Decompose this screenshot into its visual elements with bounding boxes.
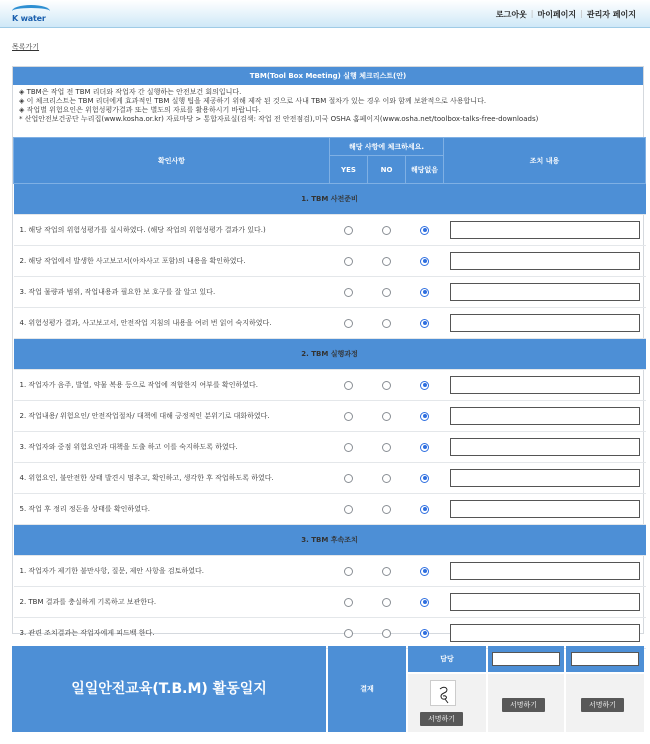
radio-yes[interactable] — [344, 567, 353, 576]
admin-page-link[interactable]: 관리자 페이지 — [586, 10, 636, 19]
checklist-row — [14, 432, 646, 463]
answer-cell-yes — [330, 308, 368, 339]
radio-yes[interactable] — [344, 288, 353, 297]
radio-yes[interactable] — [344, 505, 353, 514]
radio-na[interactable] — [420, 598, 429, 607]
answer-cell-na — [406, 494, 444, 525]
approver2-sign-button[interactable]: 서명하기 — [581, 698, 624, 712]
back-to-list-link[interactable]: 목록가기 — [12, 43, 40, 51]
checklist-row — [14, 494, 646, 525]
answer-cell-no — [368, 463, 406, 494]
section-title: 1. TBM 사전준비 — [14, 184, 646, 215]
checklist-table — [13, 137, 646, 649]
radio-na[interactable] — [420, 505, 429, 514]
answer-cell-no — [368, 308, 406, 339]
approval-label: 결재 — [328, 646, 406, 732]
radio-no[interactable] — [382, 412, 391, 421]
action-cell — [444, 401, 646, 432]
action-cell — [444, 556, 646, 587]
answer-cell-no — [368, 556, 406, 587]
action-input[interactable] — [450, 624, 640, 642]
answer-cell-no — [368, 401, 406, 432]
radio-no[interactable] — [382, 288, 391, 297]
answer-cell-yes — [330, 556, 368, 587]
answer-cell-yes — [330, 401, 368, 432]
action-input[interactable] — [450, 593, 640, 611]
checklist-row — [14, 463, 646, 494]
checklist-title: TBM(Tool Box Meeting) 실행 체크리스트(안) — [13, 67, 643, 85]
checklist-question: 2. TBM 결과를 충실하게 기록하고 보관한다. — [14, 587, 330, 618]
answer-cell-yes — [330, 370, 368, 401]
checklist-row — [14, 246, 646, 277]
action-input[interactable] — [450, 376, 640, 394]
radio-yes[interactable] — [344, 226, 353, 235]
answer-cell-no — [368, 370, 406, 401]
action-input[interactable] — [450, 283, 640, 301]
answer-cell-na — [406, 463, 444, 494]
section-header-row — [14, 339, 646, 370]
checklist-row — [14, 277, 646, 308]
answer-cell-no — [368, 277, 406, 308]
answer-cell-yes — [330, 277, 368, 308]
owner-signature-cell — [408, 674, 486, 732]
radio-no[interactable] — [382, 226, 391, 235]
approver1-name-input[interactable] — [492, 652, 560, 666]
checklist-question: 3. 작업자와 중점 위험요인과 대책을 도출 하고 이를 숙지하도록 하였다. — [14, 432, 330, 463]
action-input[interactable] — [450, 562, 640, 580]
action-input[interactable] — [450, 500, 640, 518]
section-header-row — [14, 525, 646, 556]
answer-cell-no — [368, 215, 406, 246]
col-header-na: 해당없음 — [406, 156, 444, 184]
action-cell — [444, 246, 646, 277]
answer-cell-yes — [330, 463, 368, 494]
radio-no[interactable] — [382, 598, 391, 607]
checklist-question: 2. 해당 작업에서 발생한 사고보고서(아차사고 포함)의 내용을 확인하였다. — [14, 246, 330, 277]
checklist-row — [14, 618, 646, 649]
answer-cell-no — [368, 587, 406, 618]
action-cell — [444, 432, 646, 463]
checklist-question: 4. 위험성평가 결과, 사고보고서, 안전작업 지침의 내용을 여러 번 읽어 숙지하였다. — [14, 308, 330, 339]
radio-yes[interactable] — [344, 443, 353, 452]
note-line: ◈ 작업별 위험요인은 위험성평가결과 또는 별도의 자료를 활용하시기 바랍니다. — [19, 106, 261, 114]
answer-cell-na — [406, 556, 444, 587]
answer-cell-na — [406, 370, 444, 401]
section-header-row — [14, 184, 646, 215]
approver2-name-cell — [566, 646, 644, 672]
radio-no[interactable] — [382, 257, 391, 266]
answer-cell-yes — [330, 587, 368, 618]
menu-separator: | — [530, 9, 534, 18]
radio-na[interactable] — [420, 412, 429, 421]
action-cell — [444, 370, 646, 401]
approver1-signature-cell — [488, 674, 564, 732]
radio-no[interactable] — [382, 443, 391, 452]
radio-na[interactable] — [420, 629, 429, 638]
approver2-name-input[interactable] — [571, 652, 639, 666]
action-input[interactable] — [450, 438, 640, 456]
radio-no[interactable] — [382, 381, 391, 390]
action-cell — [444, 277, 646, 308]
mypage-link[interactable]: 마이페이지 — [537, 10, 577, 19]
answer-cell-no — [368, 246, 406, 277]
radio-yes[interactable] — [344, 257, 353, 266]
checklist-row — [14, 308, 646, 339]
top-bar — [0, 0, 650, 28]
checklist-question: 1. 해당 작업의 위험성평가를 실시하였다. (해당 작업의 위험성평가 결과가 있다.) — [14, 215, 330, 246]
checklist-question: 2. 작업내용/ 위험요인/ 안전작업절차/ 대책에 대해 긍정적인 분위기로 대화하였다. — [14, 401, 330, 432]
checklist-question: 4. 위험요인, 불안전한 상태 발견시 멈추고, 확인하고, 생각한 후 작업하도록 하였다. — [14, 463, 330, 494]
radio-no[interactable] — [382, 567, 391, 576]
approver1-name-cell — [488, 646, 564, 672]
checklist-question: 3. 작업 물량과 범위, 작업내용과 필요한 보 호구를 잘 알고 있다. — [14, 277, 330, 308]
col-header-yes: YES — [330, 156, 368, 184]
note-line: * 산업안전보건공단 누리집(www.kosha.or.kr) 자료마당 > 통합자료실(검색: 작업 전 안전점검),미국 OSHA 홈페이지(www.osha.net/toolbox-talks-free-downloads) — [19, 115, 539, 123]
checklist-question: 3. 관련 조치결과는 작업자에게 피드백 한다. — [14, 618, 330, 649]
section-title: 2. TBM 실행과정 — [14, 339, 646, 370]
action-cell — [444, 618, 646, 649]
approver1-sign-button[interactable]: 서명하기 — [502, 698, 545, 712]
action-cell — [444, 494, 646, 525]
radio-yes[interactable] — [344, 598, 353, 607]
checklist-row — [14, 587, 646, 618]
answer-cell-no — [368, 618, 406, 649]
answer-cell-yes — [330, 494, 368, 525]
answer-cell-na — [406, 246, 444, 277]
radio-yes[interactable] — [344, 629, 353, 638]
action-cell — [444, 587, 646, 618]
section-title: 3. TBM 후속조치 — [14, 525, 646, 556]
radio-na[interactable] — [420, 288, 429, 297]
answer-cell-na — [406, 308, 444, 339]
checklist-row — [14, 370, 646, 401]
kwater-logo[interactable] — [10, 4, 50, 24]
answer-cell-na — [406, 401, 444, 432]
radio-na[interactable] — [420, 226, 429, 235]
checklist-row — [14, 401, 646, 432]
answer-cell-na — [406, 215, 444, 246]
activity-log-footer — [12, 646, 644, 732]
answer-cell-yes — [330, 432, 368, 463]
approver2-signature-cell — [566, 674, 644, 732]
action-input[interactable] — [450, 314, 640, 332]
action-input[interactable] — [450, 407, 640, 425]
radio-no[interactable] — [382, 629, 391, 638]
action-input[interactable] — [450, 469, 640, 487]
note-line: ◈ 이 체크리스트는 TBM 리더에게 효과적인 TBM 실행 팁을 제공하기 위해 제작 된 것으로 사내 TBM 절차가 있는 경우 이와 함께 보완적으로 사용합니다. — [19, 97, 487, 105]
col-header-action: 조치 내용 — [444, 138, 646, 184]
checklist-row — [14, 556, 646, 587]
answer-cell-na — [406, 277, 444, 308]
owner-sign-button[interactable]: 서명하기 — [420, 712, 463, 726]
answer-cell-na — [406, 587, 444, 618]
answer-cell-yes — [330, 246, 368, 277]
top-menu — [492, 9, 640, 20]
activity-log-title: 일일안전교육(T.B.M) 활동일지 — [12, 646, 326, 732]
menu-separator: | — [580, 9, 583, 18]
note-line: ◈ TBM은 작업 전 TBM 리더와 작업자 간 실행하는 안전보건 회의입니다. — [19, 88, 242, 96]
action-cell — [444, 463, 646, 494]
radio-yes[interactable] — [344, 319, 353, 328]
checklist-question: 1. 작업자가 제기한 불만사항, 질문, 제안 사항을 검토하였다. — [14, 556, 330, 587]
radio-no[interactable] — [382, 505, 391, 514]
radio-na[interactable] — [420, 319, 429, 328]
answer-cell-no — [368, 494, 406, 525]
action-input[interactable] — [450, 221, 640, 239]
answer-cell-na — [406, 618, 444, 649]
radio-no[interactable] — [382, 474, 391, 483]
radio-na[interactable] — [420, 474, 429, 483]
action-input[interactable] — [450, 252, 640, 270]
logout-link[interactable]: 로그아웃 — [495, 10, 527, 19]
checklist-panel — [12, 66, 644, 637]
answer-cell-na — [406, 432, 444, 463]
signature-image — [430, 680, 456, 706]
logo-text: K water — [12, 14, 46, 23]
radio-yes[interactable] — [344, 381, 353, 390]
approval-grid — [408, 646, 644, 732]
radio-yes[interactable] — [344, 474, 353, 483]
checklist-question: 1. 작업자가 음주, 발열, 약물 복용 등으로 작업에 적합한지 여부를 확인하였다. — [14, 370, 330, 401]
col-header-item: 확인사항 — [14, 138, 330, 184]
radio-no[interactable] — [382, 319, 391, 328]
radio-na[interactable] — [420, 257, 429, 266]
answer-cell-yes — [330, 215, 368, 246]
answer-cell-yes — [330, 618, 368, 649]
owner-label: 담당 — [408, 646, 486, 672]
col-header-check-group: 해당 사항에 체크하세요. — [330, 138, 444, 156]
radio-na[interactable] — [420, 381, 429, 390]
checklist-question: 5. 작업 후 정리 정돈을 상태를 확인하였다. — [14, 494, 330, 525]
radio-na[interactable] — [420, 443, 429, 452]
radio-na[interactable] — [420, 567, 429, 576]
checklist-notes — [13, 85, 643, 137]
action-cell — [444, 215, 646, 246]
checklist-row — [14, 215, 646, 246]
col-header-no: NO — [368, 156, 406, 184]
answer-cell-no — [368, 432, 406, 463]
radio-yes[interactable] — [344, 412, 353, 421]
action-cell — [444, 308, 646, 339]
